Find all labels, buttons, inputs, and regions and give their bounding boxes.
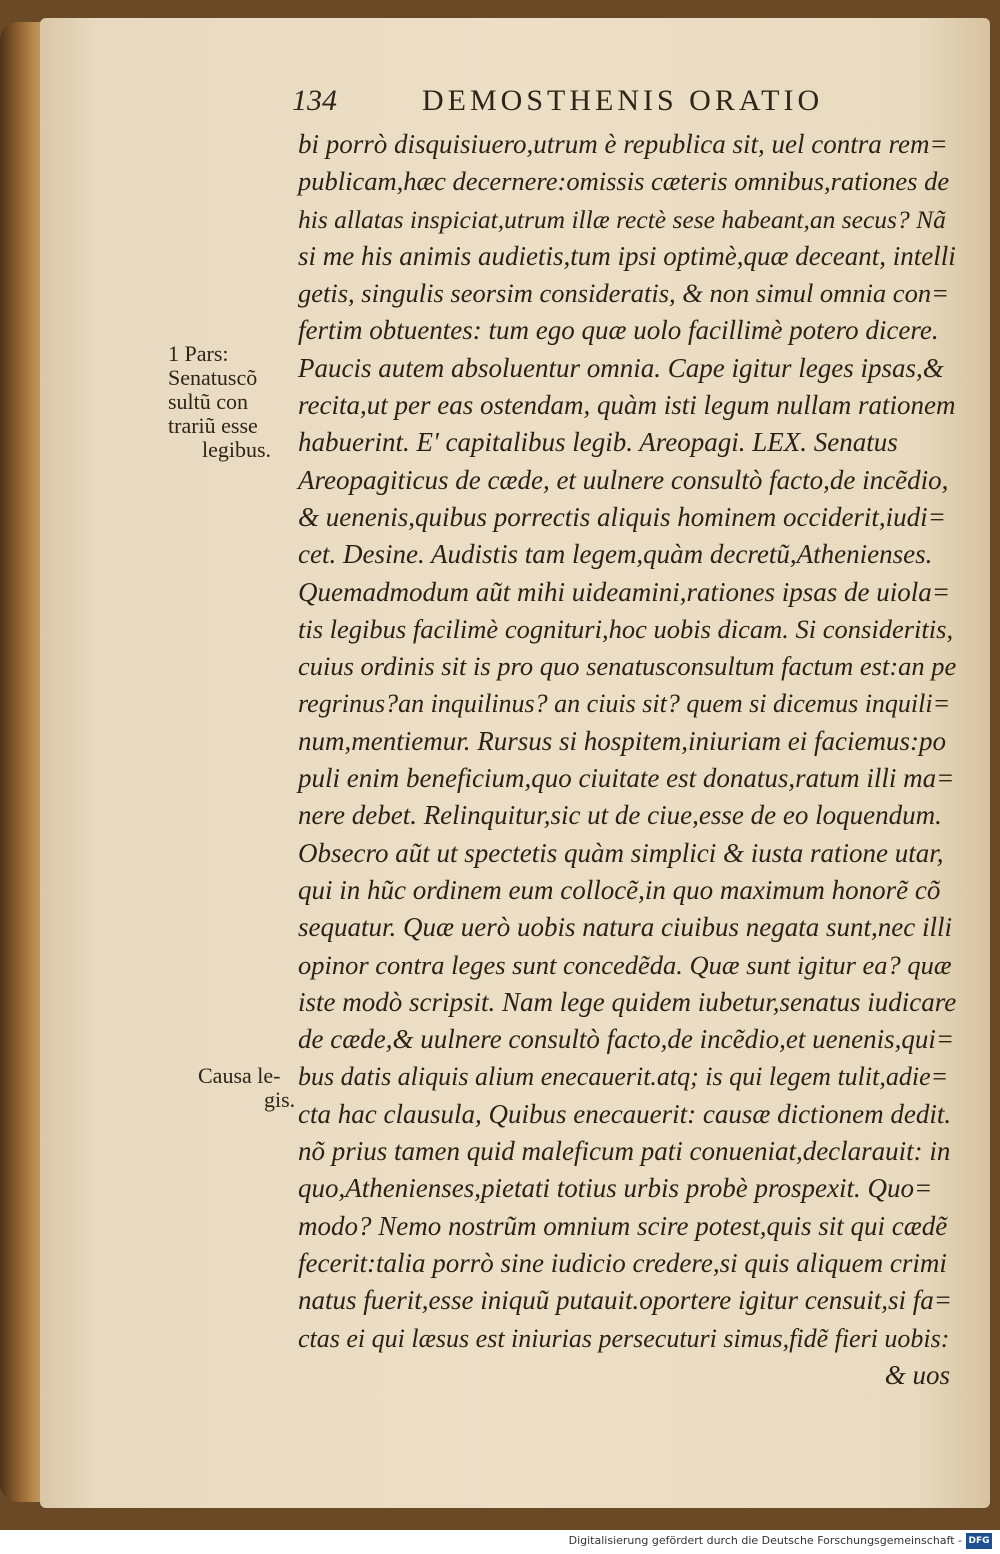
margin-note-line: trariũ esse	[168, 413, 258, 438]
catchword: & uos	[884, 1359, 950, 1390]
page-header	[292, 84, 852, 124]
text-line: getis, singulis seorsim consideratis, & non simul omnia con=	[298, 278, 949, 309]
margin-note-causa	[168, 1064, 298, 1112]
text-line: tis legibus facilimè cognituri,hoc uobis dicam. Si consideritis,	[298, 613, 954, 644]
text-line: qui in hũc ordinem eum collocẽ,in quo maximum honorẽ cõ	[298, 874, 941, 905]
text-line: Paucis autem absoluentur omnia. Cape igitur leges ipsas,&	[298, 352, 944, 383]
text-line: iste modò scripsit. Nam lege quidem iubetur,senatus iudicare	[298, 986, 957, 1017]
text-line: num,mentiemur. Rursus si hospitem,iniuriam ei faciemus:po	[298, 725, 946, 756]
text-line: publicam,hæc decernere:omissis cæteris omnibus,rationes de	[298, 166, 950, 197]
text-line: bi porrò disquisiuero,utrum è republica sit, uel contra rem=	[298, 129, 948, 159]
text-line: nere debet. Relinquitur,sic ut de ciue,esse de eo loquendum.	[298, 800, 942, 831]
text-line: cta hac clausula, Quibus enecauerit: causæ dictionem dedit.	[298, 1098, 952, 1129]
margin-note-line: legibus.	[202, 437, 272, 462]
text-line: habuerint. E' capitalibus legib. Areopagi. LEX. Senatus	[298, 427, 898, 458]
text-line: fertim obtuentes: tum ego quæ uolo facillimè potero dicere.	[298, 315, 939, 346]
text-line: cet. Desine. Audistis tam legem,quàm decretũ,Athenienses.	[298, 539, 933, 570]
text-line: Areopagiticus de cæde, et uulnere consultò facto,de incẽdio,	[298, 464, 949, 495]
funding-notice: Digitalisierung gefördert durch die Deutsche Forschungsgemeinschaft -	[568, 1534, 962, 1547]
text-line: Quemadmodum aũt mihi uideamini,rationes ipsas de uiola=	[298, 576, 950, 607]
text-line: natus fuerit,esse iniquũ putauit.oportere igitur censuit,si fa=	[298, 1285, 952, 1316]
text-line: modo? Nemo nostrũm omnium scire potest,quis sit qui cædẽ	[298, 1210, 948, 1241]
body-text	[298, 126, 958, 1394]
text-line: nõ prius tamen quid maleficum pati conueniat,declarauit: in	[298, 1136, 951, 1167]
page-number: 134	[292, 84, 337, 117]
margin-note-line: sultũ con	[168, 389, 249, 414]
text-line: Obsecro aũt ut spectetis quàm simplici & iusta ratione utar,	[298, 837, 944, 868]
text-line: bus datis aliquis alium enecauerit.atq; is qui legem tulit,adie=	[298, 1062, 949, 1092]
running-head: DEMOSTHENIS ORATIO	[422, 84, 824, 117]
text-line: sequatur. Quæ uerò uobis natura ciuibus negata sunt,nec illi	[298, 912, 952, 943]
text-line: & uenenis,quibus porrectis aliquis hominem occiderit,iudi=	[298, 501, 946, 532]
text-line: quo,Athenienses,pietati totius urbis probè prospexit. Quo=	[298, 1173, 933, 1204]
text-line: fecerit:talia porrò sine iudicio credere,si quis aliquem crimi	[298, 1247, 947, 1278]
margin-note-pars	[168, 342, 298, 462]
text-line: puli enim beneficium,quo ciuitate est donatus,ratum illi ma=	[298, 763, 955, 794]
text-line: ctas ei qui læsus est iniurias persecuturi simus,fidẽ fieri uobis:	[298, 1323, 950, 1353]
margin-note-line: 1 Pars:	[168, 341, 229, 366]
margin-note-line: Causa le-	[198, 1063, 281, 1088]
dfg-logo: DFG	[966, 1533, 992, 1549]
text-line: cuius ordinis sit is pro quo senatusconsultum factum est:an pe	[298, 651, 957, 682]
text-line: opinor contra leges sunt concedẽda. Quæ sunt igitur ea? quæ	[298, 949, 952, 980]
text-line: his allatas inspiciat,utrum illæ rectè sese habeant,an secus? Nã	[298, 204, 946, 234]
text-line: recita,ut per eas ostendam, quàm isti legum nullam rationem	[298, 390, 956, 421]
text-line: si me his animis audietis,tum ipsi optimè,quæ deceant, intelli	[298, 240, 956, 271]
text-line: de cæde,& uulnere consultò facto,de incẽdio,et uenenis,qui=	[298, 1024, 955, 1055]
margin-note-line: gis.	[264, 1087, 296, 1112]
digitization-footer	[0, 1530, 1000, 1554]
margin-note-line: Senatuscõ	[168, 365, 258, 390]
text-line: regrinus?an inquilinus? an ciuis sit? quem si dicemus inquili=	[298, 689, 951, 719]
